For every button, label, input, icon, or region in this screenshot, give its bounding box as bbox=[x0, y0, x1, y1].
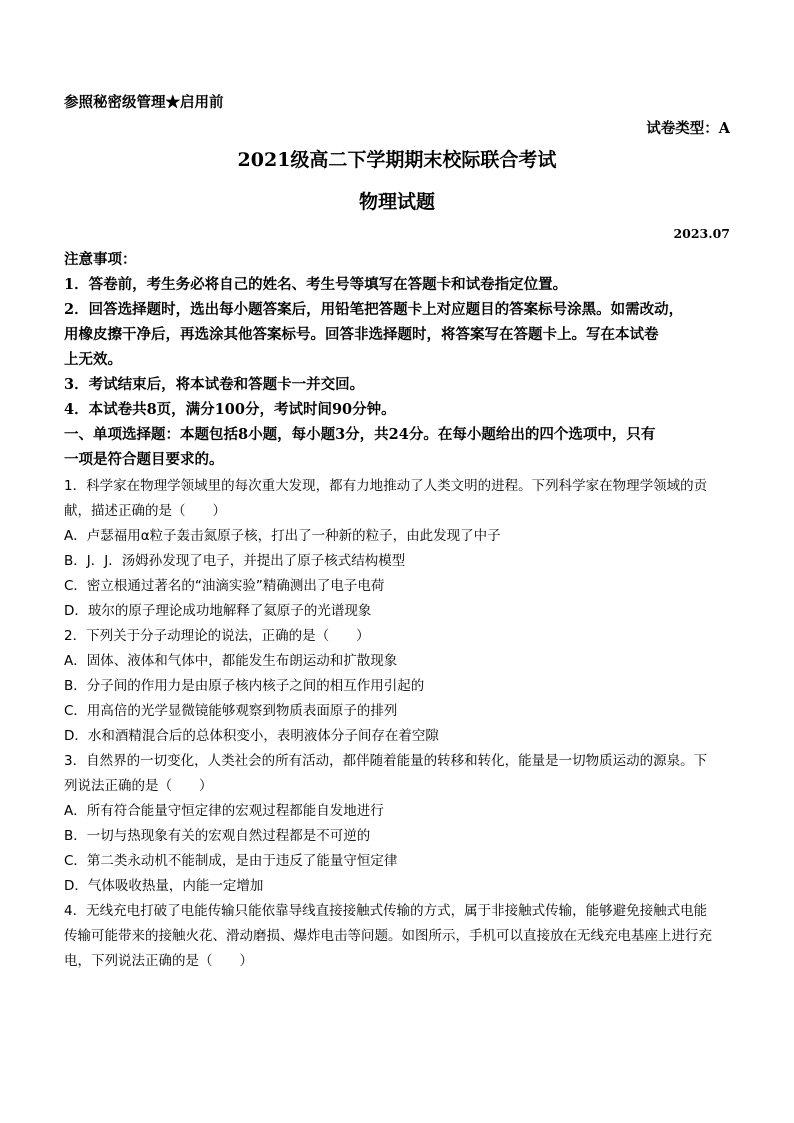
option-line: D．玻尔的原子理论成功地解释了氦原子的光谱现象 bbox=[64, 603, 372, 619]
exam-subtitle: 物理试题 bbox=[358, 191, 435, 213]
notes-heading: 注意事项： bbox=[64, 251, 137, 268]
option-line: B．分子间的作用力是由原子核内核子之间的相互作用引起的 bbox=[64, 678, 425, 694]
option-line: B．一切与热现象有关的宏观自然过程都是不可逆的 bbox=[64, 828, 371, 844]
question-line: 3．自然界的一切变化，人类社会的所有活动，都伴随着能量的转移和转化，能量是一切物质运动的源泉。下 bbox=[64, 753, 708, 769]
option-line: C．用高倍的光学显微镜能够观察到物质表面原子的排列 bbox=[64, 703, 398, 719]
question-line: 列说法正确的是（ ） bbox=[64, 778, 213, 794]
section-heading-cont: 一项是符合题目要求的。 bbox=[64, 451, 224, 468]
question-line: 2．下列关于分子动理论的说法，正确的是（ ） bbox=[64, 628, 370, 644]
question-line: 4．无线充电打破了电能传输只能依靠导线直接接触式传输的方式，属于非接触式传输，能够避免接触式电能 bbox=[64, 903, 708, 919]
question-line: 传输可能带来的接触火花、滑动磨损、爆炸电击等问题。如图所示，手机可以直接放在无线充电基座上进行充 bbox=[64, 928, 712, 944]
question-line: 电，下列说法正确的是（ ） bbox=[64, 953, 253, 969]
section-heading: 一、单项选择题：本题包括8小题，每小题3分，共24分。在每小题给出的四个选项中，只有 bbox=[64, 426, 656, 443]
option-line: A．固体、液体和气体中，都能发生布朗运动和扩散现象 bbox=[64, 653, 398, 669]
notes-line: 2．回答选择题时，选出每小题答案后，用铅笔把答题卡上对应题目的答案标号涂黑。如需改动， bbox=[64, 301, 684, 318]
notes-line: 用橡皮擦干净后，再选涂其他答案标号。回答非选择题时，将答案写在答题卡上。写在本试卷 bbox=[64, 326, 659, 343]
exam-date: 2023.07 bbox=[673, 226, 730, 241]
notes-line: 1．答卷前，考生务必将自己的姓名、考生号等填写在答题卡和试卷指定位置。 bbox=[64, 276, 568, 293]
question-line: 献，描述正确的是（ ） bbox=[64, 503, 226, 519]
option-line: A．卢瑟福用α粒子轰击氮原子核，打出了一种新的粒子，由此发现了中子 bbox=[64, 528, 501, 544]
notes-line: 4．本试卷共8页，满分100分，考试时间90分钟。 bbox=[64, 401, 396, 418]
option-line: C．第二类永动机不能制成，是由于违反了能量守恒定律 bbox=[64, 853, 398, 869]
question-line: 1．科学家在物理学领域里的每次重大发现，都有力地推动了人类文明的进程。下列科学家在物理学领域的贡 bbox=[64, 478, 708, 494]
option-line: B．J．J．汤姆孙发现了电子，并提出了原子核式结构模型 bbox=[64, 553, 406, 569]
option-line: D．气体吸收热量，内能一定增加 bbox=[64, 878, 264, 894]
option-line: D．水和酒精混合后的总体积变小，表明液体分子间存在着空隙 bbox=[64, 728, 439, 744]
confidential-label: 参照秘密级管理★启用前 bbox=[64, 94, 224, 111]
paper-type-label: 试卷类型：A bbox=[646, 120, 730, 137]
notes-line: 3．考试结束后，将本试卷和答题卡一并交回。 bbox=[64, 376, 365, 393]
option-line: C．密立根通过著名的“油滴实验”精确测出了电子电荷 bbox=[64, 578, 385, 594]
option-line: A．所有符合能量守恒定律的宏观过程都能自发地进行 bbox=[64, 803, 384, 819]
notes-line: 上无效。 bbox=[64, 351, 122, 368]
exam-title: 2021级高二下学期期末校际联合考试 bbox=[237, 149, 557, 171]
